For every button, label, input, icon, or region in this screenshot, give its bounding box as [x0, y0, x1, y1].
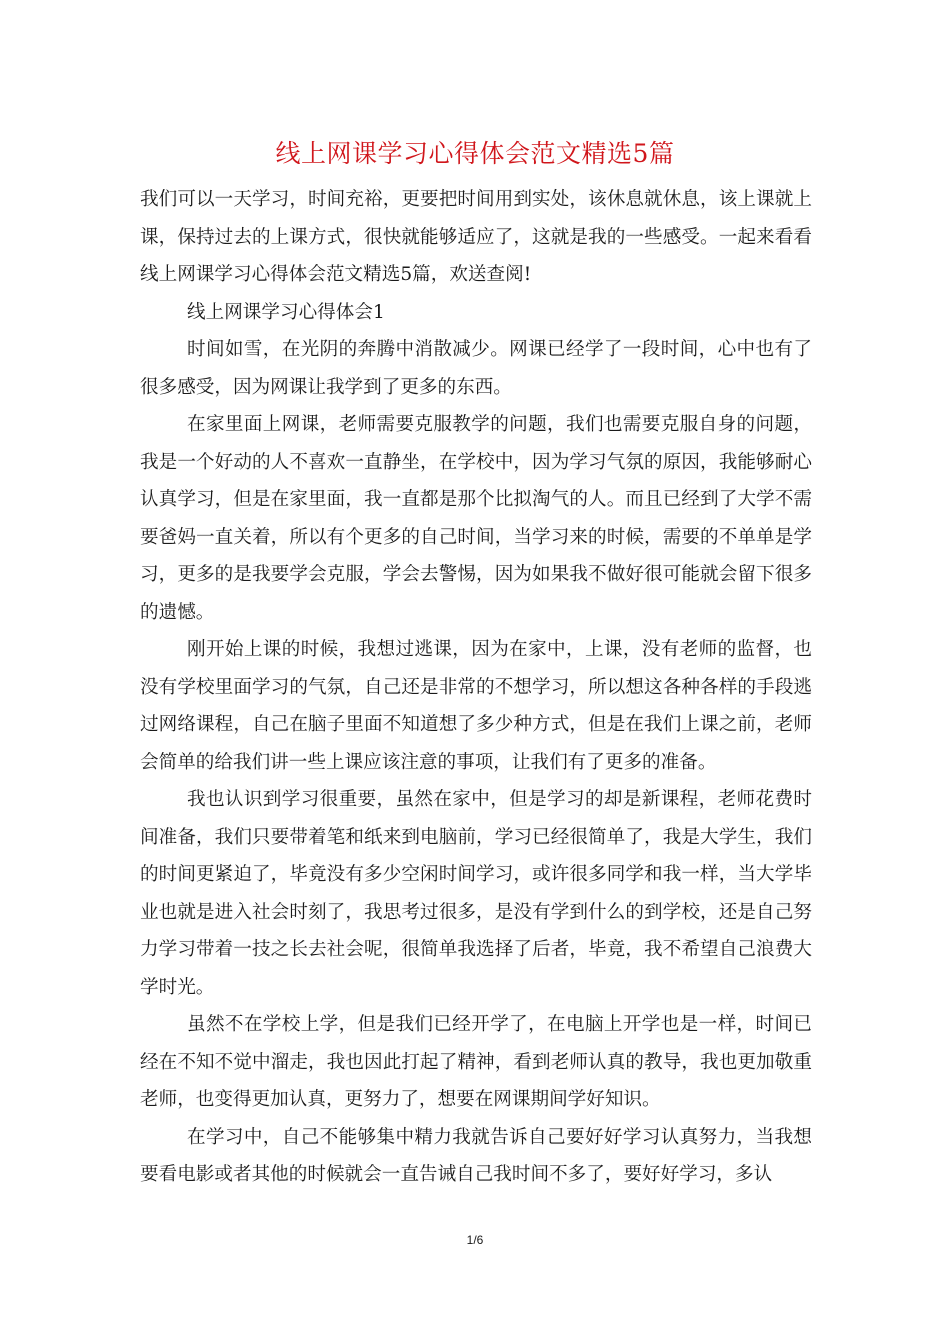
section-heading: 线上网课学习心得体会1 [187, 301, 385, 323]
body-paragraph: 我也认识到学习很重要，虽然在家中，但是学习的却是新课程，老师花费时间准备，我们只要带着笔和纸来到电脑前，学习已经很简单了，我是大学生，我们的时间更紧迫了，毕竟没有多少空闲时间学习，或许很多同学和我一样，当大学毕业也就是进入社会时刻了，我思考过很多，是没有学到什么的到学校，还是自己努力学习带着一技之长去社会呢，很简单我选择了后者，毕竟，我不希望自己浪费大学时光。 [140, 789, 812, 998]
body-paragraph: 虽然不在学校上学，但是我们已经开学了，在电脑上开学也是一样，时间已经在不知不觉中溜走，我也因此打起了精神，看到老师认真的教导，我也更加敬重老师，也变得更加认真，更努力了，想要在网课期间学好知识。 [140, 1014, 812, 1110]
body-paragraph: 刚开始上课的时候，我想过逃课，因为在家中，上课，没有老师的监督，也没有学校里面学习的气氛，自己还是非常的不想学习，所以想这各种各样的手段逃过网络课程，自己在脑子里面不知道想了多少种方式，但是在我们上课之前，老师会简单的给我们讲一些上课应该注意的事项，让我们有了更多的准备。 [140, 639, 812, 773]
body-paragraph: 在学习中，自己不能够集中精力我就告诉自己要好好学习认真努力，当我想要看电影或者其他的时候就会一直告诫自己我时间不多了，要好好学习，多认 [140, 1126, 812, 1185]
body-paragraph: 时间如雪，在光阴的奔腾中消散减少。网课已经学了一段时间，心中也有了很多感受，因为网课让我学到了更多的东西。 [140, 339, 812, 398]
document-title: 线上网课学习心得体会范文精选5篇 [275, 139, 675, 168]
document-body [140, 181, 812, 1194]
intro-paragraph: 我们可以一天学习，时间充裕，更要把时间用到实处，该休息就休息，该上课就上课，保持过去的上课方式，很快就能够适应了，这就是我的一些感受。一起来看看线上网课学习心得体会范文精选5篇，欢送查阅! [140, 189, 812, 285]
body-paragraph: 在家里面上网课，老师需要克服教学的问题，我们也需要克服自身的问题，我是一个好动的人不喜欢一直静坐，在学校中，因为学习气氛的原因，我能够耐心认真学习，但是在家里面，我一直都是那个比拟淘气的人。而且已经到了大学不需要爸妈一直关着，所以有个更多的自己时间，当学习来的时候，需要的不单单是学习，更多的是我要学会克服，学会去警惕，因为如果我不做好很可能就会留下很多的遗憾。 [140, 414, 812, 623]
page-number: 1/6 [466, 1233, 484, 1247]
